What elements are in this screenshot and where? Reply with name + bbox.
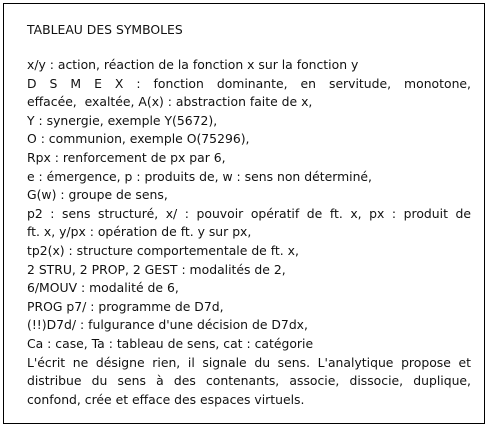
symbol-line: (!!)D7d/ : fulgurance d'une décision de D7dx,	[27, 317, 308, 333]
symbol-line: Ca : case, Ta : tableau de sens, cat : catégorie	[27, 335, 314, 351]
symbol-line: 2 STRU, 2 PROP, 2 GEST : modalités de 2,	[27, 261, 286, 277]
symbol-line: Y : synergie, exemple Y(5672),	[27, 112, 218, 128]
symbol-line: p2 : sens structuré, x/ : pouvoir opératif de ft. x, px : produit de	[27, 205, 471, 221]
symbol-line: O : communion, exemple O(75296),	[27, 131, 250, 147]
closing-paragraph: L'écrit ne désigne rien, il signale du sens. L'analytique propose et distribue du sens à des contenants, associe, dissocie, duplique, confond, crée et efface des espaces virtuels.	[27, 354, 471, 407]
symbol-line: ft. x, y/px : opération de ft. y sur px,	[27, 224, 252, 240]
symbol-line: effacée, exaltée, A(x) : abstraction faite de x,	[27, 94, 313, 110]
symbol-line: Rpx : renforcement de px par 6,	[27, 149, 226, 165]
symbol-line: G(w) : groupe de sens,	[27, 187, 168, 203]
symbol-line: e : émergence, p : produits de, w : sens non déterminé,	[27, 168, 372, 184]
symbol-line: 6/MOUV : modalité de 6,	[27, 280, 179, 296]
symbol-line: D S M E X : fonction dominante, en servitude, monotone,	[27, 75, 471, 91]
symbol-line: x/y : action, réaction de la fonction x sur la fonction y	[27, 57, 359, 72]
symbol-line: PROG p7/ : programme de D7d,	[27, 298, 224, 314]
symbol-line: tp2(x) : structure comportementale de ft. x,	[27, 242, 299, 258]
document-frame	[3, 3, 485, 424]
document-title: TABLEAU DES SYMBOLES	[27, 22, 183, 37]
symbol-table	[27, 21, 471, 409]
